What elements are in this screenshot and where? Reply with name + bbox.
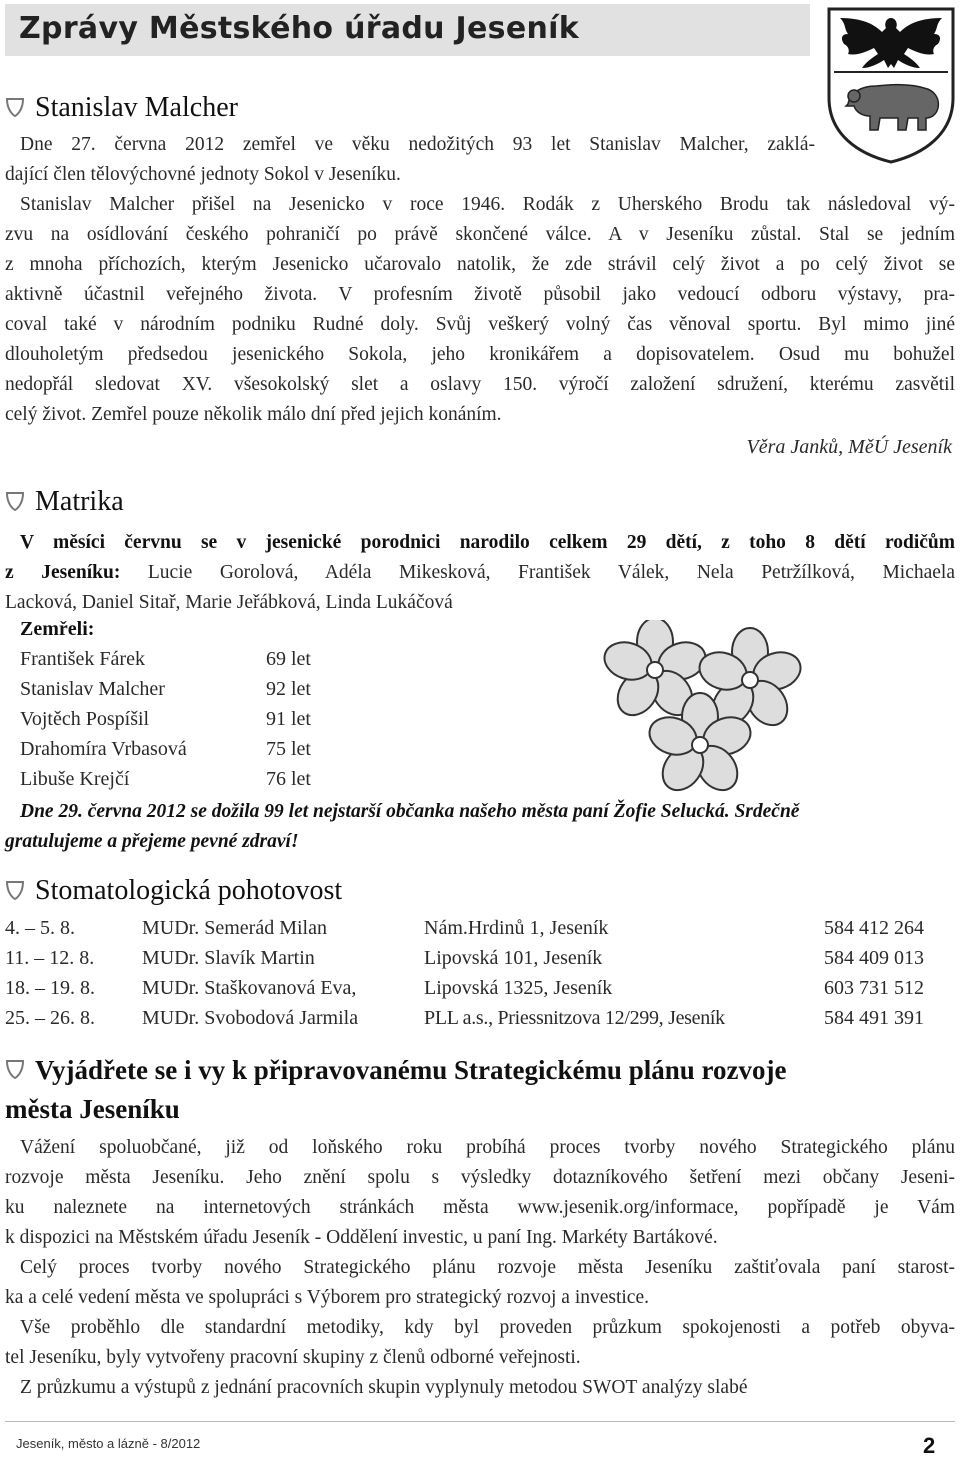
strategy-line: tel Jeseníku, byly vytvořeny pracovní skupiny z členů odborné veřejnosti. [5,1347,581,1368]
births-names: Lacková, Daniel Sitař, Marie Jeřábková, Linda Lukáčová [5,592,453,613]
table-cell-address: Lipovská 1325, Jeseník [424,977,613,999]
births-lead: V měsíci červnu se v jesenické porodnici narodilo celkem 29 dětí, z toho 8 dětí rodičům [20,532,955,553]
strategy-line: Celý proces tvorby nového Strategického plánu rozvoje města Jeseníku zaštiťovala paní starost- [20,1257,955,1278]
heading-malcher: Stanislav Malcher [35,92,238,123]
table-cell-date: 25. – 26. 8. [5,1007,95,1029]
birthday-note [5,797,955,857]
strategy-article [5,1133,955,1403]
death-age: 75 let [266,738,311,760]
birthday-note-line: gratulujeme a přejeme pevné zdraví! [5,831,299,852]
strategy-line: k dispozici na Městském úřadu Jeseník - Oddělení investic, u paní Ing. Markéty Bartákové. [5,1227,718,1248]
births-paragraph [5,528,955,618]
strategy-line: Vše proběhlo dle standardní metodiky, kdy byl proveden průzkum spokojenosti a potřeb obyva- [20,1317,955,1338]
death-name: Drahomíra Vrbasová [20,738,187,760]
heading-stomatology: Stomatologická pohotovost [35,875,343,906]
births-lead-town: z Jeseníku: [5,562,121,583]
malcher-line: Dne 27. června 2012 zemřel ve věku nedožitých 93 let Stanislav Malcher, zaklá- [20,134,815,155]
heading-matrika: Matrika [35,486,124,517]
malcher-line: aktivně účastnil veřejného života. V profesním životě působil jako vedoucí odboru výstavy, pra- [5,284,955,305]
heading-strategy: Vyjádřete se i vy k připravovanému Strategickému plánu rozvoje [35,1055,787,1085]
strategy-line: Vážení spoluobčané, již od loňského roku probíhá proces tvorby nového Strategického plánu [20,1137,955,1158]
malcher-line: dající člen tělovýchovné jednoty Sokol v Jeseníku. [5,164,401,185]
malcher-line: nedopřál sledovat XV. všesokolský slet a oslavy 150. výročí založení sdružení, kterému zasvětil [5,374,955,395]
death-name: Libuše Krejčí [20,768,130,790]
section-bullet-icon [5,879,25,901]
header-banner [5,4,810,56]
malcher-line: zvu na osídlování českého pohraničí po právě skončené válce. A v Jeseníku zůstal. Stal se jedním [5,224,955,245]
signature: Věra Janků, MěÚ Jeseník [746,436,952,458]
table-cell-date: 18. – 19. 8. [5,977,95,999]
deaths-label: Zemřeli: [20,618,95,640]
death-age: 92 let [266,678,311,700]
table-cell-phone: 584 409 013 [824,947,924,969]
death-age: 91 let [266,708,311,730]
malcher-line: dlouholetým předsedou jesenického Sokola, jeho kronikářem a dopisovatelem. Osud mu bohužel [5,344,955,365]
table-cell-address: Nám.Hrdinů 1, Jeseník [424,917,609,939]
table-cell-doctor: MUDr. Slavík Martin [142,947,315,969]
malcher-line: celý život. Zemřel pouze několik málo dní před jejich konáním. [5,404,502,425]
strategy-line: rozvoje města Jeseníku. Jeho znění spolu s výsledky dotazníkového šetření mezi občany Jeseni- [5,1167,955,1188]
death-name: František Fárek [20,648,145,670]
birthday-note-line: Dne 29. června 2012 se dožila 99 let nejstarší občanka našeho města paní Žofie Selucká. Srdečně [20,801,800,822]
malcher-line: coval také v národním podniku Rudné doly. Svůj veškerý volný čas věnoval sportu. Byl mimo jiné [5,314,955,335]
death-name: Stanislav Malcher [20,678,165,700]
heading-strategy-continued: města Jeseníku [5,1094,180,1124]
strategy-line: ku naleznete na internetových stránkách města www.jesenik.org/informace, popřípadě je Vám [5,1197,955,1218]
table-cell-address: PLL a.s., Priessnitzova 12/299, Jeseník [424,1007,725,1029]
death-name: Vojtěch Pospíšil [20,708,150,730]
table-cell-address: Lipovská 101, Jeseník [424,947,603,969]
malcher-article [5,130,955,430]
section-bullet-icon [5,96,25,118]
section-bullet-icon [5,1058,25,1080]
death-age: 76 let [266,768,311,790]
births-names: Lucie Gorolová, Adéla Mikesková, František Válek, Nela Petržílková, Michaela [120,562,955,583]
footer-divider [5,1421,955,1422]
section-bullet-icon [5,490,25,512]
table-cell-phone: 603 731 512 [824,977,924,999]
strategy-line: ka a celé vedení města ve spolupráci s Výborem pro strategický rozvoj a investice. [5,1287,649,1308]
footer-publication: Jeseník, město a lázně - 8/2012 [16,1436,201,1451]
table-cell-date: 4. – 5. 8. [5,917,75,939]
malcher-line: z mnoha příchozích, kterým Jesenicko učarovalo natolik, že zde strávil celý život a po celý život se [5,254,955,275]
malcher-line: Stanislav Malcher přišel na Jesenicko v roce 1946. Rodák z Uherského Brodu tak následoval vý- [20,194,955,215]
flowers-illustration-icon [585,620,815,795]
table-cell-doctor: MUDr. Staškovanová Eva, [142,977,357,999]
table-cell-doctor: MUDr. Semerád Milan [142,917,327,939]
table-cell-date: 11. – 12. 8. [5,947,95,969]
page-number: 2 [923,1433,936,1458]
page-title: Zprávy Městského úřadu Jeseník [19,11,579,46]
table-cell-phone: 584 412 264 [824,917,924,939]
strategy-line: Z průzkumu a výstupů z jednání pracovních skupin vyplynuly metodou SWOT analýzy slabé [20,1377,748,1398]
death-age: 69 let [266,648,311,670]
table-cell-phone: 584 491 391 [824,1007,924,1029]
table-cell-doctor: MUDr. Svobodová Jarmila [142,1007,359,1029]
